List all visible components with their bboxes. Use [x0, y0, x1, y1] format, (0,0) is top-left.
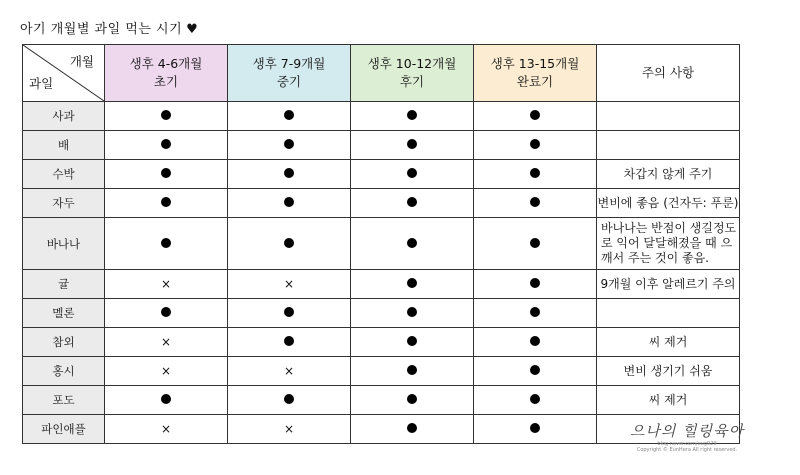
page-title — [20, 18, 198, 37]
suitable-dot-icon — [161, 139, 171, 149]
stage-range: 생후 7-9개월 — [252, 56, 326, 71]
stage-name: 초기 — [153, 74, 179, 89]
suitable-dot-icon — [407, 365, 417, 375]
stage-header-early — [105, 45, 228, 102]
stage-cell — [228, 299, 351, 328]
table-row — [23, 357, 740, 386]
stage-cell — [351, 415, 474, 444]
table-row — [23, 102, 740, 131]
watermark-line2: Copyright © EunHera All right reserved. — [636, 447, 738, 453]
not-suitable-mark: × — [160, 422, 172, 436]
note-cell: 바나나는 반점이 생길정도로 익어 달달해졌을 때 으깨서 주는 것이 좋음. — [597, 218, 740, 270]
table-row — [23, 160, 740, 189]
stage-header-late — [351, 45, 474, 102]
stage-range: 생후 13-15개월 — [490, 56, 580, 71]
stage-cell — [228, 386, 351, 415]
stage-cell — [474, 160, 597, 189]
stage-cell — [228, 131, 351, 160]
not-suitable-mark: × — [160, 364, 172, 378]
suitable-dot-icon — [284, 336, 294, 346]
stage-cell — [351, 189, 474, 218]
stage-name: 중기 — [276, 74, 302, 89]
fruit-name: 배 — [23, 131, 105, 160]
stage-cell — [351, 160, 474, 189]
stage-cell — [228, 357, 351, 386]
suitable-dot-icon — [407, 278, 417, 288]
fruit-name: 포도 — [23, 386, 105, 415]
stage-cell — [228, 415, 351, 444]
stage-name: 완료기 — [516, 74, 554, 89]
suitable-dot-icon — [407, 110, 417, 120]
fruit-name: 수박 — [23, 160, 105, 189]
stage-cell — [105, 328, 228, 357]
stage-cell — [105, 131, 228, 160]
stage-cell — [105, 386, 228, 415]
fruit-name: 귤 — [23, 270, 105, 299]
suitable-dot-icon — [161, 110, 171, 120]
stage-cell — [474, 386, 597, 415]
stage-cell — [228, 160, 351, 189]
suitable-dot-icon — [284, 139, 294, 149]
fruit-name: 자두 — [23, 189, 105, 218]
watermark-signature: 으나의 힐링육아 — [629, 422, 745, 440]
note-cell — [597, 131, 740, 160]
stage-cell — [105, 218, 228, 270]
not-suitable-mark: × — [283, 422, 295, 436]
stage-cell — [105, 415, 228, 444]
suitable-dot-icon — [284, 168, 294, 178]
suitable-dot-icon — [161, 307, 171, 317]
fruit-name: 참외 — [23, 328, 105, 357]
table-row — [23, 328, 740, 357]
stage-cell — [351, 131, 474, 160]
suitable-dot-icon — [161, 238, 171, 248]
suitable-dot-icon — [530, 238, 540, 248]
fruit-schedule-table — [22, 44, 740, 444]
suitable-dot-icon — [530, 336, 540, 346]
suitable-dot-icon — [407, 197, 417, 207]
stage-cell — [228, 328, 351, 357]
stage-cell — [351, 299, 474, 328]
note-cell: 차갑지 않게 주기 — [597, 160, 740, 189]
suitable-dot-icon — [530, 197, 540, 207]
notes-header: 주의 사항 — [597, 45, 740, 102]
stage-cell — [474, 218, 597, 270]
note-cell: 변비 생기기 쉬움 — [597, 357, 740, 386]
corner-header — [23, 45, 105, 102]
suitable-dot-icon — [284, 394, 294, 404]
stage-cell — [474, 131, 597, 160]
note-cell — [597, 102, 740, 131]
stage-cell — [351, 102, 474, 131]
suitable-dot-icon — [407, 336, 417, 346]
stage-name: 후기 — [399, 74, 425, 89]
fruit-name: 사과 — [23, 102, 105, 131]
suitable-dot-icon — [407, 423, 417, 433]
table-row — [23, 386, 740, 415]
fruit-name: 파인애플 — [23, 415, 105, 444]
suitable-dot-icon — [407, 139, 417, 149]
note-cell — [597, 299, 740, 328]
stage-header-complete — [474, 45, 597, 102]
not-suitable-mark: × — [283, 364, 295, 378]
suitable-dot-icon — [407, 238, 417, 248]
suitable-dot-icon — [407, 394, 417, 404]
table-row — [23, 131, 740, 160]
stage-cell — [474, 357, 597, 386]
stage-cell — [351, 357, 474, 386]
note-cell: 씨 제거 — [597, 328, 740, 357]
suitable-dot-icon — [284, 307, 294, 317]
stage-cell — [228, 270, 351, 299]
stage-cell — [105, 189, 228, 218]
note-cell: 9개월 이후 알레르기 주의 — [597, 270, 740, 299]
stage-range: 생후 4-6개월 — [129, 56, 203, 71]
suitable-dot-icon — [407, 307, 417, 317]
corner-fruit-label: 과일 — [29, 76, 54, 91]
stage-cell — [474, 415, 597, 444]
stage-cell — [351, 386, 474, 415]
title-text: 아기 개월별 과일 먹는 시기 — [20, 22, 183, 37]
stage-header-middle — [228, 45, 351, 102]
stage-cell — [351, 218, 474, 270]
suitable-dot-icon — [530, 423, 540, 433]
header-row — [23, 45, 740, 102]
not-suitable-mark: × — [160, 277, 172, 291]
suitable-dot-icon — [407, 168, 417, 178]
stage-cell — [105, 160, 228, 189]
stage-cell — [105, 102, 228, 131]
stage-cell — [351, 328, 474, 357]
suitable-dot-icon — [530, 365, 540, 375]
stage-cell — [105, 270, 228, 299]
heart-icon: ♥ — [186, 22, 199, 37]
note-cell: 변비에 좋음 (건자두: 푸룬) — [597, 189, 740, 218]
suitable-dot-icon — [530, 278, 540, 288]
note-cell: 씨 제거 — [597, 386, 740, 415]
stage-cell — [105, 299, 228, 328]
stage-cell — [228, 218, 351, 270]
fruit-name: 멜론 — [23, 299, 105, 328]
suitable-dot-icon — [530, 168, 540, 178]
stage-cell — [228, 102, 351, 131]
stage-cell — [351, 270, 474, 299]
stage-cell — [228, 189, 351, 218]
corner-months-label: 개월 — [69, 54, 94, 69]
suitable-dot-icon — [284, 238, 294, 248]
stage-cell — [474, 328, 597, 357]
suitable-dot-icon — [161, 168, 171, 178]
suitable-dot-icon — [530, 307, 540, 317]
table-row — [23, 299, 740, 328]
stage-cell — [474, 270, 597, 299]
suitable-dot-icon — [530, 394, 540, 404]
stage-cell — [474, 102, 597, 131]
suitable-dot-icon — [530, 139, 540, 149]
suitable-dot-icon — [284, 110, 294, 120]
suitable-dot-icon — [284, 197, 294, 207]
suitable-dot-icon — [161, 394, 171, 404]
stage-cell — [105, 357, 228, 386]
stage-cell — [474, 299, 597, 328]
fruit-name: 홍시 — [23, 357, 105, 386]
table-row — [23, 218, 740, 270]
table-row — [23, 270, 740, 299]
not-suitable-mark: × — [283, 277, 295, 291]
watermark — [612, 420, 762, 453]
stage-cell — [474, 189, 597, 218]
suitable-dot-icon — [530, 110, 540, 120]
stage-range: 생후 10-12개월 — [367, 56, 457, 71]
not-suitable-mark: × — [160, 335, 172, 349]
suitable-dot-icon — [161, 197, 171, 207]
fruit-name: 바나나 — [23, 218, 105, 270]
watermark-line1: blog.naver.com/eug929 — [657, 441, 717, 447]
table-row — [23, 189, 740, 218]
